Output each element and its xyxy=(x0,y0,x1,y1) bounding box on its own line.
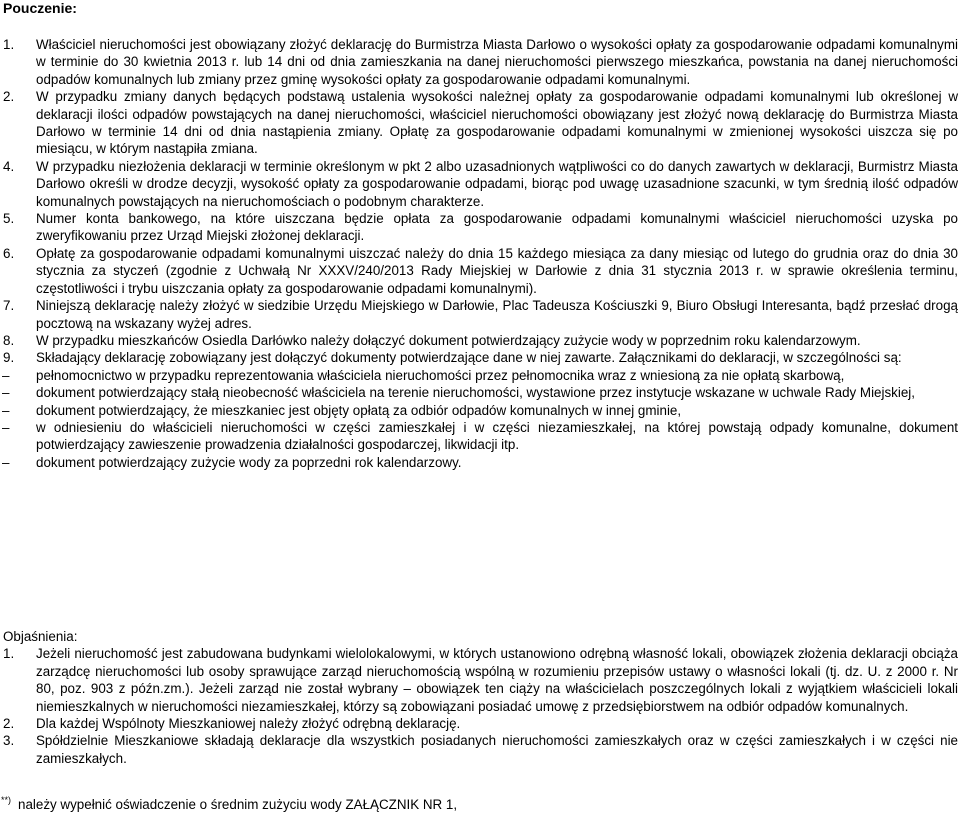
attachment-text: dokument potwierdzający, że mieszkaniec jest objęty opłatą za odbiór odpadów komunalnych w innej gminie, xyxy=(36,402,682,418)
item-text: Spółdzielnie Mieszkaniowe składają deklaracje dla wszystkich posiadanych nieruchomości zamieszkałych oraz w części zamieszkałych i w części nie zamieszkałych. xyxy=(36,733,958,766)
footnote-text: należy wypełnić oświadczenie o średnim zużyciu wody ZAŁĄCZNIK NR 1, xyxy=(18,797,458,812)
footnote xyxy=(0,796,958,813)
item-number: 3. xyxy=(3,733,15,749)
list-item xyxy=(0,297,958,332)
list-item xyxy=(0,332,958,349)
attachment-text: w odniesieniu do właścicieli nieruchomości w części zamieszkałej i w części niezamieszkałej, na której powstają odpady komunalne, dokument potwierdzający zawieszenie prowadzenia działalności gospodarczej, likwidacji itp. xyxy=(36,419,958,453)
item-text: Właściciel nieruchomości jest obowiązany złożyć deklarację do Burmistrza Miasta Darłowo o wysokości opłaty za gospodarowanie odpadami komunalnymi w terminie do 30 kwietnia 2013 r. lub 14 dni od dnia zamieszkania na danej nieruchomości pierwszego mieszkańca, powstania na danej nieruchomości odpadów komunalnych lub zmiany przez gminę wysokości opłaty za gospodarowanie odpadami komunalnymi. xyxy=(36,37,958,87)
explanation-item xyxy=(0,645,958,715)
item-text: Opłatę za gospodarowanie odpadami komunalnymi uiszczać należy do dnia 15 każdego miesiąca za dany miesiąc od lutego do grudnia oraz do dnia 30 stycznia za styczeń (zgodnie z Uchwałą Nr XXXV/240/2013 Rady Miejskiej w Darłowie z dnia 31 stycznia 2013 r. w sprawie określenia terminu, częstotliwości i trybu uiszczania opłaty za gospodarowanie odpadami komunalnymi). xyxy=(36,245,958,296)
dash-bullet: – xyxy=(2,385,10,401)
item-text: Składający deklarację zobowiązany jest dołączyć dokumenty potwierdzające dane w niej zawarte. Załącznikami do deklaracji, w szczególności są: xyxy=(36,350,902,366)
item-number: 1. xyxy=(3,37,15,52)
attachment-list-item xyxy=(0,454,958,471)
item-text: W przypadku mieszkańców Osiedla Darłówko należy dołączyć dokument potwierdzający zużycie wody w poprzednim roku kalendarzowym. xyxy=(36,332,861,348)
attachment-list-item xyxy=(0,419,958,454)
attachment-list-item xyxy=(0,384,958,401)
explanation-item xyxy=(0,715,958,732)
attachment-list-item xyxy=(0,367,958,384)
item-number: 7. xyxy=(3,298,15,314)
dash-bullet: – xyxy=(2,402,10,418)
item-number: 6. xyxy=(3,245,15,261)
dash-bullet: – xyxy=(2,419,10,435)
item-number: 9. xyxy=(3,350,15,366)
list-item xyxy=(0,210,958,245)
footnote-mark: **) xyxy=(1,795,12,805)
attachment-text: dokument potwierdzający stałą nieobecność właściciela na terenie nieruchomości, wystawione przez instytucje wskazane w uchwale Rady Miejskiej, xyxy=(36,385,915,401)
item-number: 8. xyxy=(3,332,15,348)
explanations-title: Objaśnienia: xyxy=(3,629,78,644)
attachment-text: pełnomocnictwo w przypadku reprezentowania właściciela nieruchomości przez pełnomocnika wraz z wniesioną za nie opłatą skarbową, xyxy=(36,367,845,383)
item-number: 2. xyxy=(3,89,15,105)
explanation-item xyxy=(0,732,958,767)
dash-bullet: – xyxy=(2,454,10,470)
item-text: Numer konta bankowego, na które uiszczana będzie opłata za gospodarowanie odpadami komunalnymi właściciel nieruchomości uzyska po zweryfikowaniu przez Urząd Miejski złożonej deklaracji. xyxy=(36,211,958,244)
item-number: 1. xyxy=(3,646,15,662)
list-item xyxy=(0,88,958,158)
item-text: W przypadku zmiany danych będących podstawą ustalenia wysokości należnej opłaty za gospodarowanie odpadami komunalnymi lub określonej w deklaracji ilości odpadów powstających na danej nieruchomości, właściciel nieruchomości obowiązany jest złożyć nową deklarację do Burmistrza Miasta Darłowo w terminie 14 dni od dnia nastąpienia zmiany. Opłatę za gospodarowanie odpadami komunalnymi w zmienionej wysokości uiszcza się po miesiącu, w którym nastąpiła zmiana. xyxy=(36,89,958,157)
explanations-section xyxy=(0,628,958,767)
attachment-list-item xyxy=(0,402,958,419)
list-item xyxy=(0,245,958,297)
instructions-list xyxy=(0,36,958,471)
item-text: Dla każdej Wspólnoty Mieszkaniowej należy złożyć odrębną deklarację. xyxy=(36,716,461,732)
dash-bullet: – xyxy=(2,367,10,383)
item-number: 5. xyxy=(3,211,15,227)
list-item xyxy=(0,158,958,210)
item-text: Niniejszą deklarację należy złożyć w siedzibie Urzędu Miejskiego w Darłowie, Plac Tadeusza Kościuszki 9, Biuro Obsługi Interesanta, bądź przesłać drogą pocztową na wskazany wyżej adres. xyxy=(36,298,958,331)
item-number: 2. xyxy=(3,716,15,732)
item-text: Jeżeli nieruchomość jest zabudowana budynkami wielolokalowymi, w których ustanowiono odrębną własność lokali, obowiązek złożenia deklaracji obciąża zarządcę nieruchomości lub osoby sprawujące zarząd nieruchomością wspólną w rozumieniu przepisów ustawy o własności lokali (tj. dz. U. z 2000 r. Nr 80, poz. 903 z późn.zm.). Jeżeli zarząd nie został wybrany – obowiązek ten ciąży na właścicielach poszczególnych lokali z wyjątkiem właścicieli lokali niemieszkalnych w nieruchomości niezamieszkałej, którzy są zobowiązani posiadać umowę z przedsiębiorstwem na odbiór odpadów komunalnych. xyxy=(36,646,958,714)
item-text: W przypadku niezłożenia deklaracji w terminie określonym w pkt 2 albo uzasadnionych wątpliwości co do danych zawartych w deklaracji, Burmistrz Miasta Darłowo określi w drodze decyzji, wysokość opłaty za gospodarowanie odpadami, biorąc pod uwagę uzasadnione szacunki, w tym średnią ilość odpadów komunalnych powstających na nieruchomościach o podobnym charakterze. xyxy=(36,158,958,209)
section-heading: Pouczenie: xyxy=(3,0,77,16)
list-item xyxy=(0,349,958,366)
list-item xyxy=(0,36,958,88)
attachment-text: dokument potwierdzający zużycie wody za poprzedni rok kalendarzowy. xyxy=(36,454,462,470)
item-number: 4. xyxy=(3,158,15,174)
